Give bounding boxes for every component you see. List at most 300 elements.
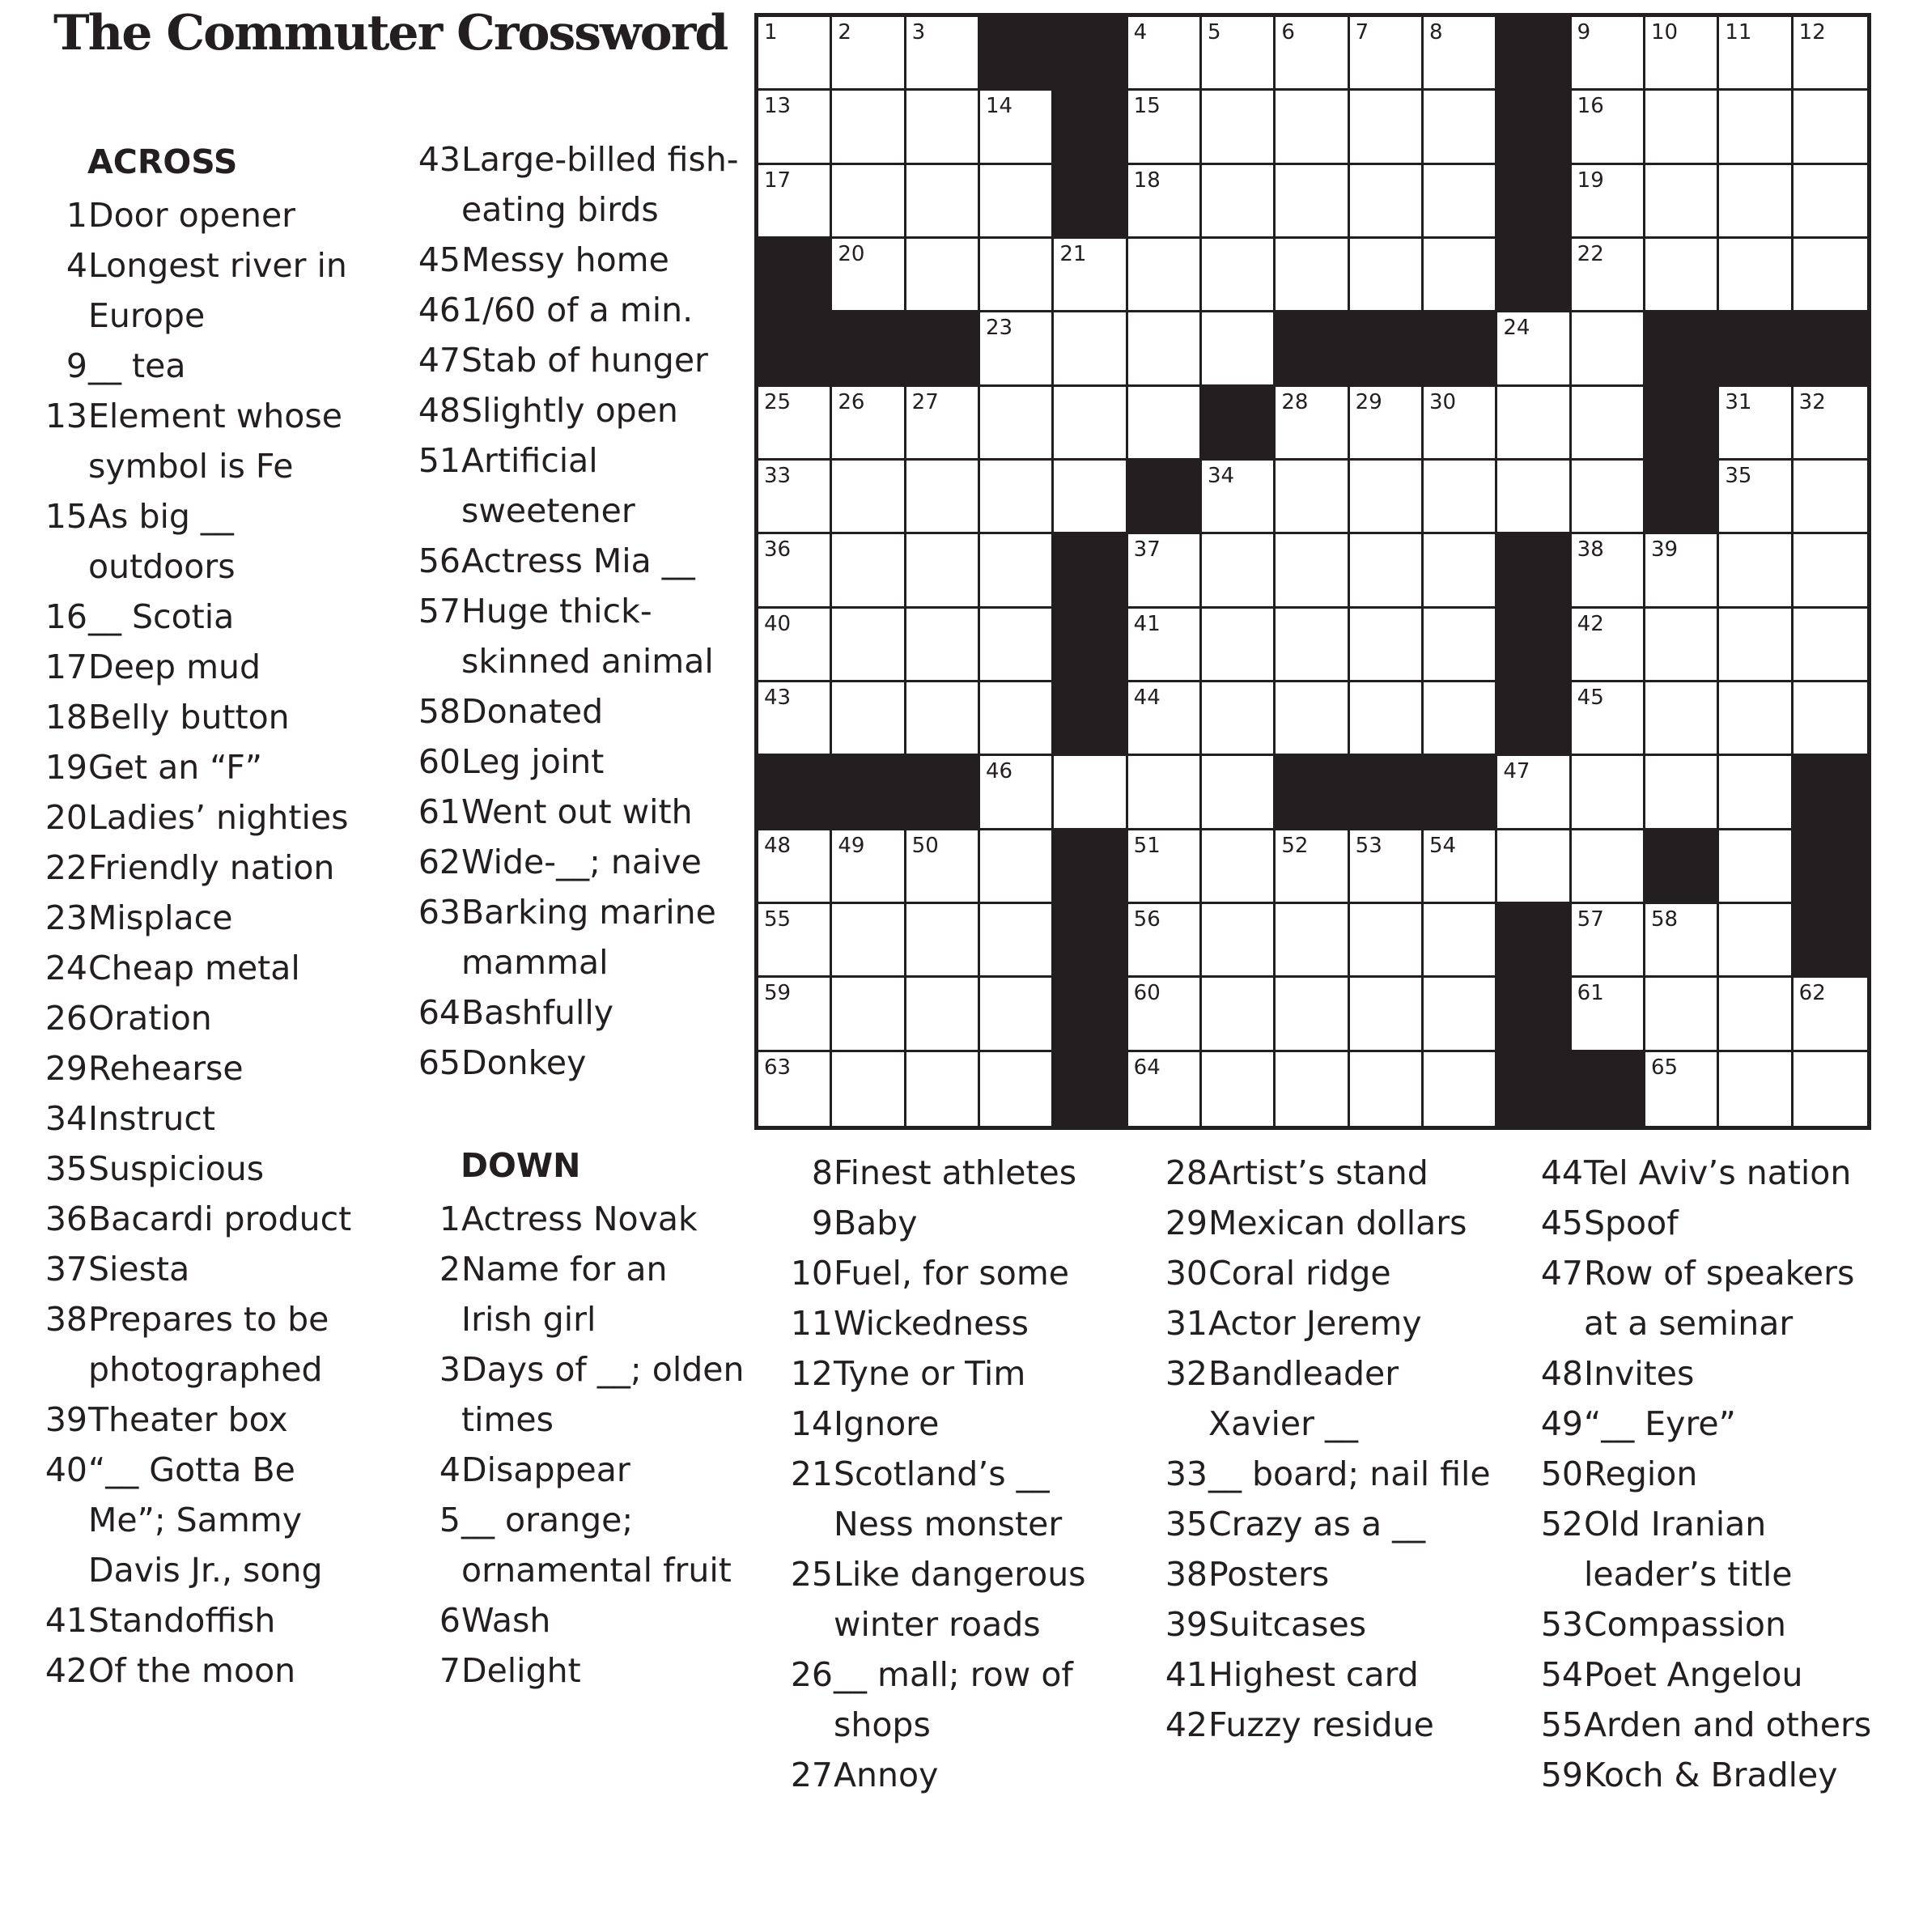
grid-cell[interactable] — [832, 17, 906, 91]
down-clue — [1156, 1599, 1504, 1650]
grid-cell[interactable] — [980, 239, 1054, 312]
grid-cell[interactable] — [1276, 682, 1349, 756]
grid-cell[interactable] — [1202, 17, 1276, 91]
grid-cell[interactable] — [906, 534, 980, 608]
grid-cell[interactable] — [1276, 387, 1349, 461]
grid-cell[interactable] — [906, 461, 980, 534]
clue-text: Wide-__; naive — [461, 843, 702, 881]
clue-text: Poet Angelou — [1584, 1655, 1803, 1694]
grid-cell[interactable] — [1794, 1052, 1867, 1126]
clue-text: Siesta — [88, 1250, 190, 1289]
clue-number: 46 — [418, 291, 461, 329]
grid-cell[interactable] — [1276, 91, 1349, 164]
across-clue — [36, 1294, 376, 1395]
grid-cell[interactable] — [1572, 609, 1645, 682]
clue-text: Baby — [834, 1204, 918, 1242]
grid-cell[interactable] — [1497, 312, 1571, 386]
grid-block — [906, 312, 980, 386]
grid-cell[interactable] — [758, 904, 832, 978]
grid-cell[interactable] — [758, 682, 832, 756]
clue-number: 50 — [1540, 1454, 1583, 1493]
grid-cell[interactable] — [1350, 609, 1424, 682]
grid-block — [832, 312, 906, 386]
clue-number: 6 — [439, 1601, 461, 1640]
grid-cell[interactable] — [1350, 91, 1424, 164]
grid-cell[interactable] — [980, 165, 1054, 239]
grid-cell[interactable] — [1645, 978, 1719, 1051]
grid-cell[interactable] — [832, 830, 906, 904]
clue-number: 35 — [45, 1149, 87, 1188]
grid-cell[interactable] — [1572, 904, 1645, 978]
grid-cell[interactable] — [1719, 387, 1793, 461]
clue-number: 14 — [790, 1404, 833, 1443]
grid-cell[interactable] — [1128, 239, 1202, 312]
down-clue — [1531, 1198, 1895, 1248]
grid-cell[interactable] — [1350, 904, 1424, 978]
grid-cell[interactable] — [1719, 609, 1793, 682]
grid-cell[interactable] — [1572, 534, 1645, 608]
grid-cell[interactable] — [1719, 534, 1793, 608]
grid-cell[interactable] — [1202, 312, 1276, 386]
clue-number: 43 — [418, 140, 461, 179]
grid-block — [1424, 756, 1497, 830]
grid-cell[interactable] — [1572, 312, 1645, 386]
down-clue — [1531, 1750, 1895, 1800]
grid-cell[interactable] — [1424, 387, 1497, 461]
cell-number: 37 — [1133, 537, 1161, 563]
grid-cell[interactable] — [1572, 239, 1645, 312]
clue-number: 4 — [439, 1450, 461, 1489]
grid-cell[interactable] — [1128, 609, 1202, 682]
grid-cell[interactable] — [1645, 165, 1719, 239]
clue-text: Ladies’ nighties — [88, 798, 349, 837]
grid-cell[interactable] — [980, 461, 1054, 534]
grid-cell[interactable] — [1350, 17, 1424, 91]
grid-cell[interactable] — [1202, 682, 1276, 756]
grid-cell[interactable] — [1645, 609, 1719, 682]
grid-cell[interactable] — [1719, 830, 1793, 904]
crossword-grid — [754, 13, 1871, 1130]
grid-cell[interactable] — [1572, 978, 1645, 1051]
cell-number: 33 — [764, 464, 792, 488]
clue-text: Disappear — [461, 1450, 630, 1489]
grid-cell[interactable] — [1128, 91, 1202, 164]
grid-cell[interactable] — [1572, 387, 1645, 461]
across-clue — [36, 391, 376, 491]
clue-text: Tel Aviv’s nation — [1584, 1153, 1852, 1192]
down-clue — [1156, 1348, 1504, 1449]
grid-block — [1276, 312, 1349, 386]
across-clue — [409, 686, 749, 737]
grid-cell[interactable] — [758, 91, 832, 164]
grid-cell[interactable] — [1794, 17, 1867, 91]
grid-cell[interactable] — [832, 387, 906, 461]
grid-cell[interactable] — [1350, 239, 1424, 312]
grid-cell[interactable] — [1794, 165, 1867, 239]
clue-text: Bacardi product — [88, 1200, 352, 1238]
grid-cell[interactable] — [1719, 1052, 1793, 1126]
grid-block — [1645, 387, 1719, 461]
grid-cell[interactable] — [1645, 17, 1719, 91]
across-clue — [36, 943, 376, 993]
grid-cell[interactable] — [1424, 165, 1497, 239]
grid-cell[interactable] — [758, 461, 832, 534]
clue-text: Actress Novak — [461, 1200, 698, 1238]
cell-number: 21 — [1059, 242, 1087, 266]
grid-cell[interactable] — [1350, 461, 1424, 534]
grid-cell[interactable] — [1794, 609, 1867, 682]
grid-cell[interactable] — [980, 904, 1054, 978]
grid-cell[interactable] — [1276, 165, 1349, 239]
across-clue — [36, 1645, 376, 1696]
grid-cell[interactable] — [980, 830, 1054, 904]
grid-cell[interactable] — [1276, 239, 1349, 312]
grid-cell[interactable] — [980, 978, 1054, 1051]
grid-cell[interactable] — [1645, 682, 1719, 756]
grid-block — [1645, 830, 1719, 904]
grid-cell[interactable] — [1794, 461, 1867, 534]
grid-block — [832, 756, 906, 830]
grid-cell[interactable] — [1719, 756, 1793, 830]
grid-cell[interactable] — [1054, 461, 1127, 534]
grid-cell[interactable] — [1424, 1052, 1497, 1126]
grid-cell[interactable] — [1645, 239, 1719, 312]
across-clue — [36, 240, 376, 341]
grid-cell[interactable] — [1350, 830, 1424, 904]
cell-number: 27 — [911, 389, 939, 414]
down-clue — [781, 1449, 1129, 1549]
clue-text: Barking marine mammal — [461, 893, 716, 982]
cell-number: 28 — [1281, 389, 1309, 414]
across-clue — [36, 1043, 376, 1093]
grid-cell[interactable] — [832, 165, 906, 239]
grid-cell[interactable] — [758, 830, 832, 904]
grid-cell[interactable] — [1276, 534, 1349, 608]
grid-cell[interactable] — [1202, 830, 1276, 904]
grid-cell[interactable] — [1497, 461, 1571, 534]
grid-cell[interactable] — [1424, 91, 1497, 164]
grid-cell[interactable] — [1054, 756, 1127, 830]
clue-text: Oration — [88, 999, 212, 1038]
grid-cell[interactable] — [758, 165, 832, 239]
grid-cell[interactable] — [1276, 830, 1349, 904]
grid-block — [1645, 312, 1719, 386]
clue-text: Koch & Bradley — [1584, 1756, 1838, 1794]
grid-cell[interactable] — [980, 1052, 1054, 1126]
cell-number: 63 — [764, 1055, 792, 1080]
grid-cell[interactable] — [906, 830, 980, 904]
grid-cell[interactable] — [1350, 1052, 1424, 1126]
grid-cell[interactable] — [906, 609, 980, 682]
clue-text: Arden and others — [1584, 1705, 1872, 1744]
grid-cell[interactable] — [1128, 682, 1202, 756]
grid-cell[interactable] — [1350, 534, 1424, 608]
cell-number: 10 — [1651, 20, 1679, 45]
grid-cell[interactable] — [1202, 904, 1276, 978]
grid-cell[interactable] — [1424, 978, 1497, 1051]
grid-cell[interactable] — [1719, 239, 1793, 312]
grid-cell[interactable] — [1276, 461, 1349, 534]
clue-text: Fuzzy residue — [1208, 1705, 1434, 1744]
grid-cell[interactable] — [1572, 17, 1645, 91]
grid-cell[interactable] — [1572, 165, 1645, 239]
grid-cell[interactable] — [1350, 387, 1424, 461]
grid-cell[interactable] — [980, 312, 1054, 386]
cell-number: 14 — [986, 94, 1013, 119]
grid-cell[interactable] — [1424, 682, 1497, 756]
grid-cell[interactable] — [1128, 534, 1202, 608]
grid-cell[interactable] — [980, 91, 1054, 164]
grid-cell[interactable] — [832, 904, 906, 978]
grid-cell[interactable] — [832, 461, 906, 534]
clue-number: 8 — [811, 1153, 833, 1192]
cell-number: 56 — [1133, 907, 1161, 932]
grid-cell[interactable] — [1572, 830, 1645, 904]
clue-number: 13 — [45, 397, 87, 435]
grid-block — [1054, 165, 1127, 239]
grid-cell[interactable] — [1719, 682, 1793, 756]
down-clue — [1156, 1248, 1504, 1298]
cell-number: 54 — [1429, 833, 1457, 858]
down-clue — [1531, 1399, 1895, 1449]
grid-cell[interactable] — [980, 682, 1054, 756]
grid-block — [1497, 904, 1571, 978]
grid-cell[interactable] — [906, 387, 980, 461]
grid-cell[interactable] — [1719, 91, 1793, 164]
clue-number: 30 — [1165, 1254, 1208, 1293]
cell-number: 5 — [1208, 20, 1221, 45]
clue-number: 34 — [45, 1099, 87, 1138]
grid-cell[interactable] — [1054, 239, 1127, 312]
down-clue — [1531, 1449, 1895, 1499]
grid-cell[interactable] — [1276, 17, 1349, 91]
grid-cell[interactable] — [832, 1052, 906, 1126]
grid-cell[interactable] — [1128, 978, 1202, 1051]
grid-cell[interactable] — [1424, 534, 1497, 608]
grid-cell[interactable] — [1794, 91, 1867, 164]
grid-cell[interactable] — [906, 978, 980, 1051]
grid-cell[interactable] — [1276, 609, 1349, 682]
clue-text: “__ Eyre” — [1584, 1404, 1736, 1443]
grid-cell[interactable] — [1497, 830, 1571, 904]
cell-number: 38 — [1577, 537, 1604, 563]
across-clue — [36, 1194, 376, 1244]
grid-cell[interactable] — [1202, 165, 1276, 239]
grid-cell[interactable] — [1794, 682, 1867, 756]
grid-block — [1572, 1052, 1645, 1126]
clue-number: 52 — [1540, 1505, 1583, 1543]
grid-cell[interactable] — [1202, 461, 1276, 534]
clue-text: Get an “F” — [88, 748, 263, 787]
down-clue — [1156, 1148, 1504, 1198]
cell-number: 24 — [1503, 316, 1530, 341]
grid-cell[interactable] — [1202, 534, 1276, 608]
grid-cell[interactable] — [1645, 91, 1719, 164]
grid-cell[interactable] — [1572, 461, 1645, 534]
across-clue — [409, 737, 749, 787]
clue-number: 49 — [1540, 1404, 1583, 1443]
clue-number: 64 — [418, 993, 461, 1032]
grid-cell[interactable] — [1128, 1052, 1202, 1126]
clue-number: 56 — [418, 541, 461, 580]
grid-cell[interactable] — [1497, 756, 1571, 830]
grid-cell[interactable] — [1719, 904, 1793, 978]
grid-cell[interactable] — [1128, 756, 1202, 830]
grid-cell[interactable] — [832, 682, 906, 756]
clue-text: Prepares to be photographed — [88, 1300, 329, 1389]
down-clue — [409, 1645, 749, 1696]
grid-cell[interactable] — [1572, 682, 1645, 756]
cell-number: 59 — [764, 981, 792, 1006]
cell-number: 30 — [1429, 389, 1457, 414]
grid-cell[interactable] — [832, 978, 906, 1051]
grid-cell[interactable] — [1719, 461, 1793, 534]
cell-number: 35 — [1725, 464, 1752, 488]
grid-cell[interactable] — [1794, 239, 1867, 312]
grid-cell[interactable] — [1202, 1052, 1276, 1126]
grid-block — [1497, 91, 1571, 164]
grid-cell[interactable] — [1572, 756, 1645, 830]
clue-number: 40 — [45, 1450, 87, 1489]
clue-text: Delight — [461, 1651, 581, 1690]
cell-number: 58 — [1651, 907, 1679, 932]
grid-cell[interactable] — [906, 165, 980, 239]
grid-cell[interactable] — [980, 387, 1054, 461]
clue-text: Standoffish — [88, 1601, 276, 1640]
grid-cell[interactable] — [1202, 239, 1276, 312]
down-heading: DOWN — [461, 1146, 581, 1185]
grid-cell[interactable] — [758, 17, 832, 91]
grid-cell[interactable] — [906, 17, 980, 91]
across-clue — [36, 592, 376, 642]
grid-cell[interactable] — [1424, 609, 1497, 682]
grid-cell[interactable] — [758, 1052, 832, 1126]
clue-number: 19 — [45, 748, 87, 787]
cell-number: 40 — [764, 611, 792, 636]
grid-cell[interactable] — [906, 1052, 980, 1126]
grid-cell[interactable] — [1424, 17, 1497, 91]
cell-number: 36 — [764, 537, 792, 563]
clue-text: __ orange; ornamental fruit — [461, 1501, 732, 1590]
clue-text: Days of __; olden times — [461, 1350, 745, 1439]
grid-cell[interactable] — [1350, 978, 1424, 1051]
grid-cell[interactable] — [758, 978, 832, 1051]
grid-cell[interactable] — [1202, 609, 1276, 682]
grid-cell[interactable] — [906, 682, 980, 756]
grid-cell[interactable] — [1424, 904, 1497, 978]
clue-text: Messy home — [461, 240, 669, 279]
grid-cell[interactable] — [1424, 239, 1497, 312]
grid-block — [1794, 904, 1867, 978]
clue-number: 16 — [45, 597, 87, 636]
grid-cell[interactable] — [1497, 387, 1571, 461]
down-clue — [409, 1445, 749, 1495]
grid-cell[interactable] — [1276, 978, 1349, 1051]
grid-cell[interactable] — [1128, 904, 1202, 978]
clue-text: Large-billed fish-eating birds — [461, 140, 739, 229]
clue-number: 37 — [45, 1250, 87, 1289]
grid-cell[interactable] — [1128, 387, 1202, 461]
grid-cell[interactable] — [1719, 165, 1793, 239]
grid-cell[interactable] — [832, 534, 906, 608]
clue-number: 32 — [1165, 1354, 1208, 1393]
grid-cell[interactable] — [906, 91, 980, 164]
cell-number: 41 — [1133, 611, 1161, 636]
grid-cell[interactable] — [1645, 1052, 1719, 1126]
grid-cell[interactable] — [980, 534, 1054, 608]
grid-cell[interactable] — [1128, 830, 1202, 904]
grid-cell[interactable] — [1276, 904, 1349, 978]
grid-block — [1054, 609, 1127, 682]
clue-number: 41 — [1165, 1655, 1208, 1694]
grid-cell[interactable] — [1276, 1052, 1349, 1126]
grid-cell[interactable] — [980, 609, 1054, 682]
grid-cell[interactable] — [1794, 387, 1867, 461]
grid-cell[interactable] — [1202, 978, 1276, 1051]
grid-cell[interactable] — [980, 756, 1054, 830]
across-clue — [409, 837, 749, 887]
grid-cell[interactable] — [832, 609, 906, 682]
grid-block — [758, 312, 832, 386]
clue-text: Posters — [1208, 1555, 1330, 1594]
grid-cell[interactable] — [1645, 534, 1719, 608]
grid-cell[interactable] — [1719, 978, 1793, 1051]
clue-text: Door opener — [88, 196, 296, 235]
grid-cell[interactable] — [1424, 461, 1497, 534]
grid-cell[interactable] — [1128, 165, 1202, 239]
grid-cell[interactable] — [1424, 830, 1497, 904]
grid-cell[interactable] — [832, 91, 906, 164]
grid-cell[interactable] — [1794, 534, 1867, 608]
clue-text: __ tea — [88, 346, 186, 385]
clue-text: Artist’s stand — [1208, 1153, 1428, 1192]
grid-cell[interactable] — [1350, 682, 1424, 756]
grid-cell[interactable] — [1350, 165, 1424, 239]
grid-cell[interactable] — [758, 609, 832, 682]
grid-cell[interactable] — [1572, 91, 1645, 164]
grid-cell[interactable] — [1054, 312, 1127, 386]
clue-number: 12 — [790, 1354, 833, 1393]
cell-number: 17 — [764, 168, 792, 193]
grid-cell[interactable] — [1128, 17, 1202, 91]
grid-cell[interactable] — [1645, 756, 1719, 830]
grid-cell[interactable] — [758, 534, 832, 608]
cell-number: 13 — [764, 94, 792, 119]
cell-number: 64 — [1133, 1055, 1161, 1080]
grid-block — [1276, 756, 1349, 830]
grid-block — [1497, 17, 1571, 91]
grid-cell[interactable] — [1794, 978, 1867, 1051]
cell-number: 46 — [986, 759, 1013, 784]
grid-cell[interactable] — [1054, 387, 1127, 461]
clue-number: 26 — [45, 999, 87, 1038]
grid-cell[interactable] — [832, 239, 906, 312]
grid-cell[interactable] — [1202, 756, 1276, 830]
clue-number: 38 — [1165, 1555, 1208, 1594]
clue-number: 7 — [439, 1651, 461, 1690]
grid-cell[interactable] — [906, 904, 980, 978]
clue-text: Donkey — [461, 1043, 587, 1082]
grid-cell[interactable] — [1645, 904, 1719, 978]
grid-cell[interactable] — [1719, 17, 1793, 91]
across-clue — [409, 435, 749, 536]
grid-cell[interactable] — [758, 387, 832, 461]
cell-number: 62 — [1798, 981, 1826, 1006]
grid-cell[interactable] — [1202, 91, 1276, 164]
clue-text: Misplace — [88, 898, 233, 937]
grid-cell[interactable] — [1128, 312, 1202, 386]
grid-cell[interactable] — [906, 239, 980, 312]
